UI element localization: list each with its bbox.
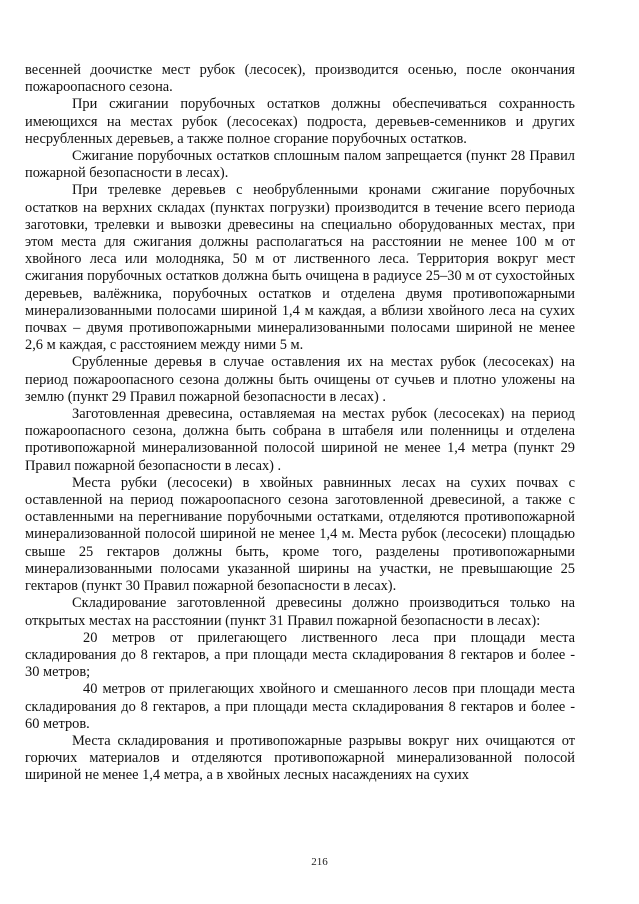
page-number: 216: [311, 856, 328, 868]
paragraph: Срубленные деревья в случае оставления их на местах рубок (лесосеках) на период пожароопасного сезона должны быть очищены от сучьев и плотно уложены на землю (пункт 29 Правил пожарной безопасности в лесах) .: [25, 354, 575, 405]
paragraph-continuation: весенней доочистке мест рубок (лесосек), производится осенью, после окончания пожароопасного сезона.: [25, 62, 575, 96]
list-paragraph: 20 метров от прилегающего лиственного леса при площади места складирования до 8 гектаров, а при площади места складирования 8 гектаров и более - 30 метров;: [25, 629, 575, 681]
document-body: [25, 62, 575, 785]
paragraph: При трелевке деревьев с необрубленными кронами сжигание порубочных остатков на верхних складах (пунктах погрузки) производится в течение всего периода заготовки, трелевки и вывозки древесины на специально оборудованных местах, при этом места для сжигания должны располагаться на расстоянии не менее 100 м от хвойного леса или молодняка, 50 м от лиственного леса. Территория вокруг мест сжигания порубочных остатков должна быть очищена в радиусе 25–30 м от сухостойных деревьев, валёжника, порубочных остатков и отделена двумя противопожарными минерализованными полосами шириной 1,4 м каждая, а вблизи хвойного леса на сухих почвах – двумя противопожарными минерализованными полосами шириной не менее 2,6 м каждая, с расстоянием между ними 5 м.: [25, 182, 575, 354]
paragraph: Заготовленная древесина, оставляемая на местах рубок (лесосеках) на период пожароопасного сезона, должна быть собрана в штабеля или поленницы и отделена противопожарной минерализованной полосой шириной не менее 1,4 метра (пункт 29 Правил пожарной безопасности в лесах) .: [25, 406, 575, 474]
list-paragraph: 40 метров от прилегающих хвойного и смешанного лесов при площади места складирования до 8 гектаров, а при площади места складирования 8 гектаров и более - 60 метров.: [25, 681, 575, 732]
paragraph: Места складирования и противопожарные разрывы вокруг них очищаются от горючих материалов и отделяются противопожарной минерализованной полосой шириной не менее 1,4 метра, а в хвойных лесных насаждениях на сухих: [25, 732, 575, 784]
paragraph: Сжигание порубочных остатков сплошным палом запрещается (пункт 28 Правил пожарной безопасности в лесах).: [25, 148, 575, 182]
paragraph: При сжигании порубочных остатков должны обеспечиваться сохранность имеющихся на местах рубок (лесосеках) подроста, деревьев-семенников и других несрубленных деревьев, а также полное сгорание порубочных остатков.: [25, 96, 575, 147]
paragraph: Складирование заготовленной древесины должно производиться только на открытых местах на расстоянии (пункт 31 Правил пожарной безопасности в лесах):: [25, 595, 575, 629]
paragraph: Места рубки (лесосеки) в хвойных равнинных лесах на сухих почвах с оставленной на период пожароопасного сезона заготовленной древесиной, а также с оставленными на перегнивание порубочными остатками, отделяются противопожарной минерализованной полосой шириной не менее 1,4 м. Места рубок (лесосеки) площадью свыше 25 гектаров должны быть, кроме того, разделены противопожарными минерализованными полосами указанной ширины на участки, не превышающие 25 гектаров (пункт 30 Правил пожарной безопасности в лесах).: [25, 474, 575, 595]
